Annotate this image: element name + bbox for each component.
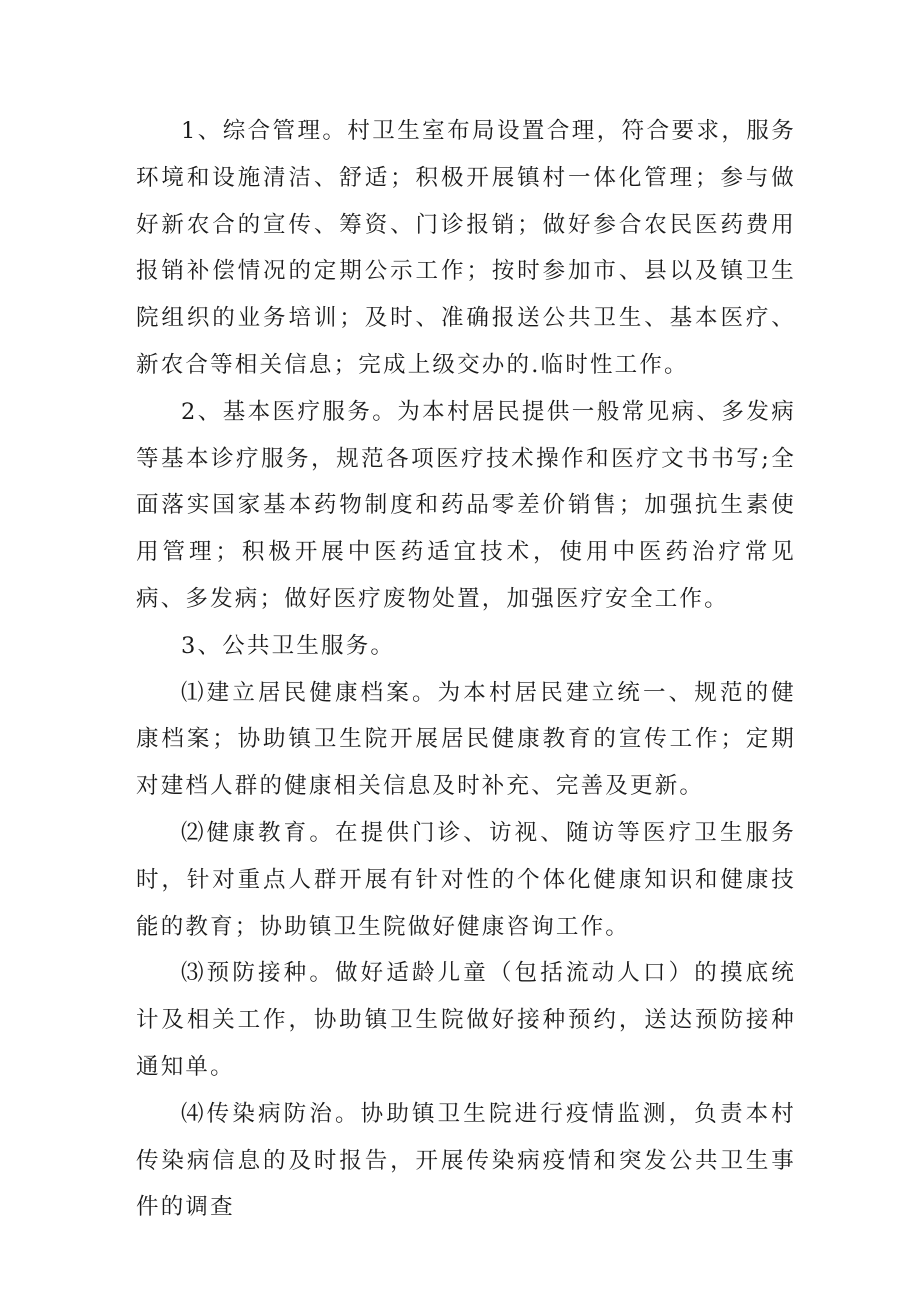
paragraph-basic-medical-service: 2、基本医疗服务。为本村居民提供一般常见病、多发病等基本诊疗服务，规范各项医疗技术操作和医疗文书书写;全面落实国家基本药物制度和药品零差价销售；加强抗生素使用管理；积极开展中医药适宜技术，使用中医药治疗常见病、多发病；做好医疗废物处置，加强医疗安全工作。 — [136, 398, 796, 612]
paragraph-public-health-heading: 3、公共卫生服务。 — [181, 632, 396, 659]
paragraph-health-records: ⑴建立居民健康档案。为本村居民建立统一、规范的健康档案；协助镇卫生院开展居民健康教育的宣传工作；定期对建档人群的健康相关信息及时补充、完善及更新。 — [136, 679, 796, 800]
paragraph-infectious-disease: ⑷传染病防治。协助镇卫生院进行疫情监测，负责本村传染病信息的及时报告，开展传染病疫情和突发公共卫生事件的调查 — [136, 1100, 796, 1221]
paragraph-general-management: 1、综合管理。村卫生室布局设置合理，符合要求，服务环境和设施清洁、舒适；积极开展镇村一体化管理；参与做好新农合的宣传、筹资、门诊报销；做好参合农民医药费用报销补偿情况的定期公示工作；按时参加市、县以及镇卫生院组织的业务培训；及时、准确报送公共卫生、基本医疗、新农合等相关信息；完成上级交办的.临时性工作。 — [136, 118, 796, 378]
paragraph-health-education: ⑵健康教育。在提供门诊、访视、随访等医疗卫生服务时，针对重点人群开展有针对性的个体化健康知识和健康技能的教育；协助镇卫生院做好健康咨询工作。 — [136, 819, 796, 940]
paragraph-vaccination: ⑶预防接种。做好适龄儿童（包括流动人口）的摸底统计及相关工作，协助镇卫生院做好接种预约，送达预防接种通知单。 — [136, 960, 796, 1080]
document-body — [136, 108, 796, 1231]
